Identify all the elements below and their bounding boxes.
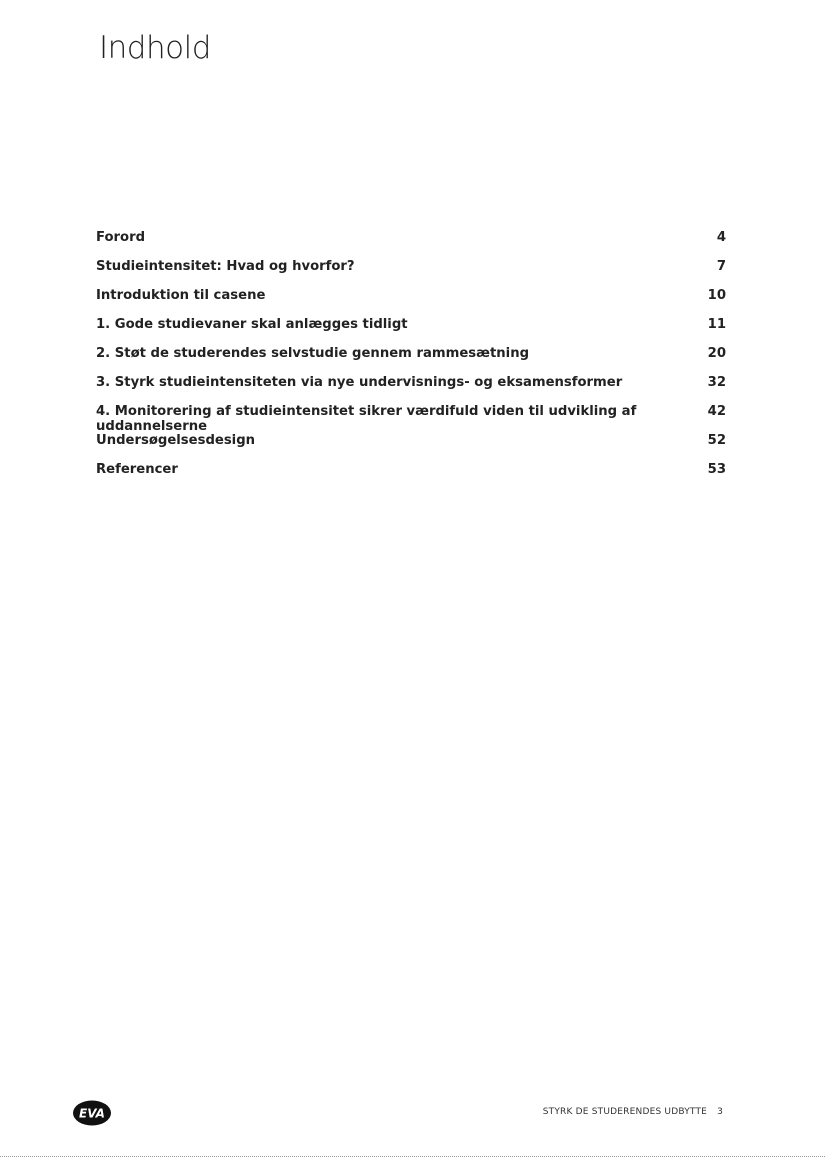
toc-entry-label: Studieintensitet: Hvad og hvorfor?	[96, 259, 355, 274]
toc-entry[interactable]	[96, 259, 726, 288]
table-of-contents	[96, 230, 726, 491]
toc-entry[interactable]	[96, 288, 726, 317]
toc-entry-label: Referencer	[96, 462, 178, 477]
toc-entry-label: 3. Styrk studieintensiteten via nye undervisnings- og eksamensformer	[96, 375, 623, 390]
page-number: 3	[717, 1107, 723, 1117]
toc-entry-label: Undersøgelsesdesign	[96, 433, 256, 448]
toc-entry[interactable]	[96, 230, 726, 259]
toc-entry-label: Forord	[96, 230, 146, 245]
toc-entry[interactable]	[96, 433, 726, 462]
toc-entry-label: 2. Støt de studerendes selvstudie gennem rammesætning	[96, 346, 530, 361]
toc-entry-page: 4	[716, 230, 726, 245]
toc-entry-page: 42	[707, 404, 726, 419]
toc-entry-label: Introduktion til casene	[96, 288, 266, 303]
toc-entry[interactable]	[96, 375, 726, 404]
publication-title: STYRK DE STUDERENDES UDBYTTE	[542, 1107, 708, 1117]
bottom-dotted-rule	[0, 1156, 825, 1157]
toc-entry[interactable]	[96, 317, 726, 346]
eva-logo-icon	[72, 1100, 112, 1126]
toc-entry-page: 11	[707, 317, 726, 332]
toc-entry-label: 4. Monitorering af studieintensitet sikrer værdifuld viden til udvikling af uddannelserne	[96, 404, 637, 434]
eva-logo-text: EVA	[79, 1106, 105, 1121]
toc-entry-page: 53	[707, 462, 726, 477]
footer-running-title	[543, 1107, 723, 1117]
toc-entry[interactable]	[96, 404, 726, 433]
toc-entry-page: 20	[707, 346, 726, 361]
toc-entry-page: 52	[707, 433, 726, 448]
toc-entry-page: 10	[707, 288, 726, 303]
toc-entry-page: 32	[707, 375, 726, 390]
toc-entry[interactable]	[96, 462, 726, 491]
toc-entry-label: 1. Gode studievaner skal anlægges tidligt	[96, 317, 408, 332]
page-title: Indhold	[99, 30, 211, 66]
toc-entry[interactable]	[96, 346, 726, 375]
toc-entry-page: 7	[716, 259, 726, 274]
